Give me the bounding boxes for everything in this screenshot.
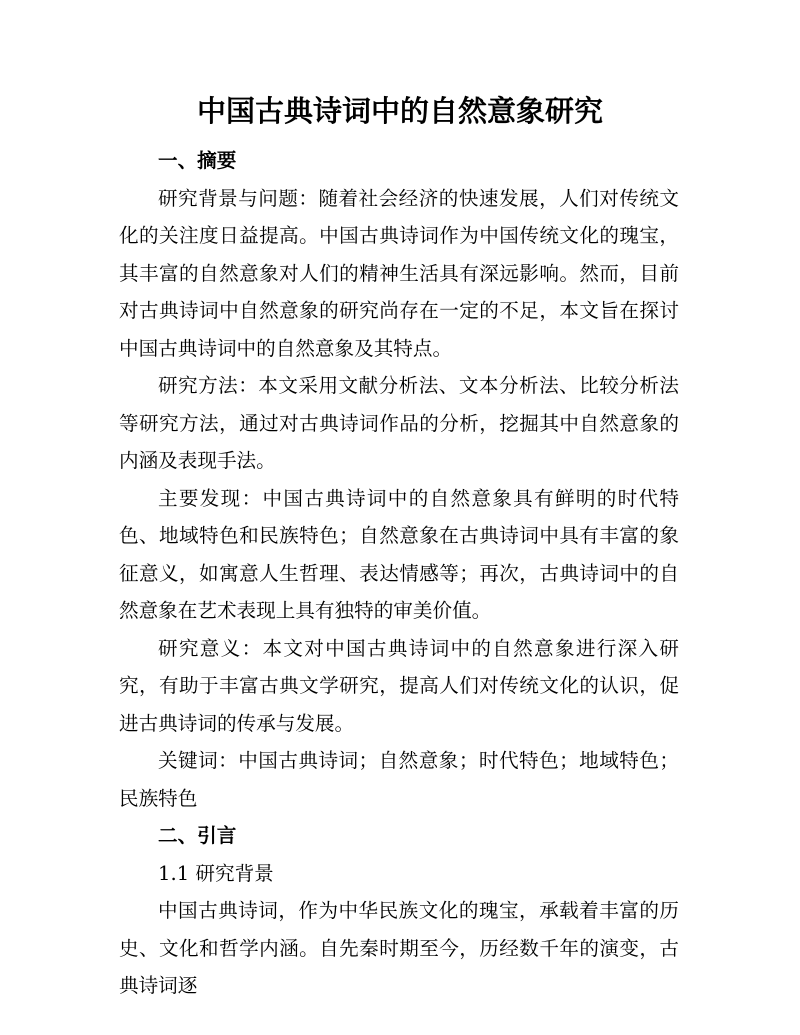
- section-heading-abstract: 一、摘要: [158, 149, 237, 172]
- section-heading-introduction: 二、引言: [158, 824, 237, 847]
- subsection-heading-background: 1.1 研究背景: [158, 861, 274, 885]
- introduction-paragraph: 中国古典诗词，作为中华民族文化的瑰宝，承载着丰富的历史、文化和哲学内涵。自先秦时期至今，历经数千年的演变，古典诗词逐: [119, 899, 679, 997]
- document-body: [119, 142, 679, 1005]
- keywords-paragraph: 关键词：中国古典诗词；自然意象；时代特色；地域特色；民族特色: [119, 749, 679, 810]
- abstract-significance-paragraph: 研究意义：本文对中国古典诗词中的自然意象进行深入研究，有助于丰富古典文学研究，提高人们对传统文化的认识，促进古典诗词的传承与发展。: [119, 636, 679, 735]
- abstract-method-paragraph: 研究方法：本文采用文献分析法、文本分析法、比较分析法等研究方法，通过对古典诗词作品的分析，挖掘其中自然意象的内涵及表现手法。: [119, 374, 679, 472]
- abstract-background-paragraph: 研究背景与问题：随着社会经济的快速发展，人们对传统文化的关注度日益提高。中国古典诗词作为中国传统文化的瑰宝，其丰富的自然意象对人们的精神生活具有深远影响。然而，目前对古典诗词中自然意象的研究尚存在一定的不足，本文旨在探讨中国古典诗词中的自然意象及其特点。: [119, 186, 679, 360]
- abstract-findings-paragraph: 主要发现：中国古典诗词中的自然意象具有鲜明的时代特色、地域特色和民族特色；自然意象在古典诗词中具有丰富的象征意义，如寓意人生哲理、表达情感等；再次，古典诗词中的自然意象在艺术表现上具有独特的审美价值。: [119, 486, 679, 622]
- document-title: 中国古典诗词中的自然意象研究: [196, 94, 603, 128]
